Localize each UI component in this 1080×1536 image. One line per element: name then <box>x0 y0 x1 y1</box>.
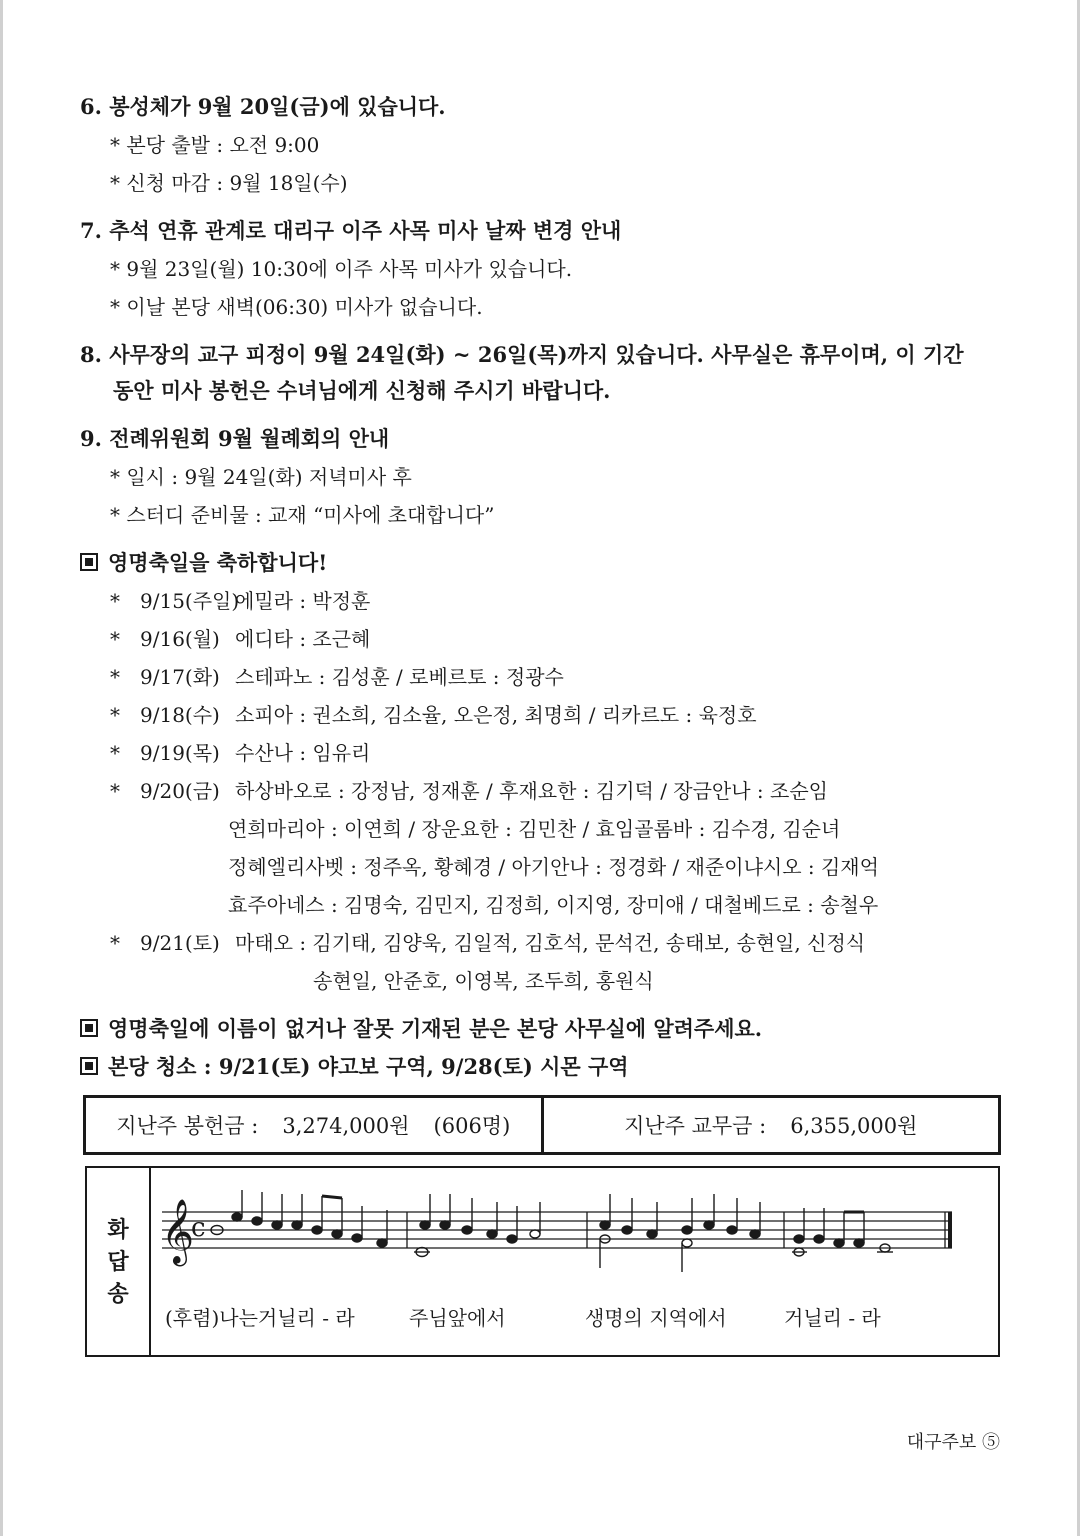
feast-row <box>80 696 1005 734</box>
feast-names: 에밀라 : 박정훈 <box>235 589 371 613</box>
feast-names-continued: 효주아네스 : 김명숙, 김민지, 김정희, 이지영, 장미애 / 대철베드로 : 송철우 <box>228 893 879 917</box>
treble-clef-icon: 𝄞 <box>161 1199 195 1264</box>
feast-row <box>80 582 1005 620</box>
asterisk-icon: * <box>110 589 120 613</box>
asterisk-icon: * <box>110 779 120 803</box>
footer-title: 대구주보 <box>906 1432 977 1453</box>
feast-names-continued: 연희마리아 : 이연희 / 장운요한 : 김민찬 / 효임골롬바 : 김수경, 김순녀 <box>228 817 841 841</box>
note-text: 본당 청소 : 9/21(토) 야고보 구역, 9/28(토) 시몬 구역 <box>108 1054 629 1079</box>
note-line <box>80 1010 1005 1048</box>
asterisk-icon: * <box>110 703 120 727</box>
offering-table <box>83 1095 1001 1155</box>
notice-title: 7. 추석 연휴 관계로 대리구 이주 사목 미사 날짜 변경 안내 <box>80 218 622 243</box>
notice-item: * 9월 23일(월) 10:30에 이주 사목 미사가 있습니다. <box>110 257 573 281</box>
asterisk-icon: * <box>110 741 120 765</box>
feast-date: 9/21(토) <box>140 931 220 955</box>
feast-date: 9/15(주일) <box>140 589 240 613</box>
responsorial-psalm-box <box>85 1166 1000 1357</box>
square-bullet-icon <box>80 553 98 571</box>
feast-names-continued: 송현일, 안준호, 이영복, 조두희, 홍원식 <box>313 969 654 993</box>
asterisk-icon: * <box>110 627 120 651</box>
psalm-label-char: 답 <box>107 1248 129 1275</box>
dues-label: 지난주 교무금 : <box>624 1114 767 1138</box>
feast-date: 9/20(금) <box>140 779 220 803</box>
square-bullet-icon <box>80 1057 98 1075</box>
feast-names: 스테파노 : 김성훈 / 로베르토 : 정광수 <box>235 665 564 689</box>
music-staff <box>157 1178 957 1298</box>
feast-names: 수산나 : 임유리 <box>235 741 371 765</box>
dues-amount: 6,355,000원 <box>790 1114 918 1138</box>
feast-heading <box>80 544 1005 582</box>
offering-count: (606명) <box>433 1114 511 1138</box>
note-text: 영명축일에 이름이 없거나 잘못 기재된 분은 본당 사무실에 알려주세요. <box>108 1016 763 1041</box>
psalm-label-char: 송 <box>107 1280 129 1307</box>
feast-date: 9/18(수) <box>140 703 220 727</box>
feast-date: 9/17(화) <box>140 665 220 689</box>
psalm-label-char: 화 <box>107 1216 129 1243</box>
notice-title: 8. 사무장의 교구 피정이 9월 24일(화) ~ 26일(목)까지 있습니다. 사무실은 휴무이며, 이 기간 <box>80 342 964 367</box>
offering-amount: 3,274,000원 <box>282 1114 410 1138</box>
psalm-label <box>87 1168 151 1355</box>
notice-title-continued: 동안 미사 봉헌은 수녀님에게 신청해 주시기 바랍니다. <box>113 378 611 403</box>
common-time-icon: c <box>191 1213 206 1243</box>
notes-group <box>211 1190 893 1272</box>
asterisk-icon: * <box>110 931 120 955</box>
notice-title: 9. 전례위원회 9월 월례회의 안내 <box>80 426 390 451</box>
notice-item: * 신청 마감 : 9월 18일(수) <box>110 171 348 195</box>
feast-section <box>80 544 1005 1000</box>
feast-row <box>80 620 1005 658</box>
feast-date: 9/16(월) <box>140 627 220 651</box>
feast-row <box>80 772 1005 810</box>
feast-title: 영명축일을 축하합니다! <box>108 550 328 575</box>
offering-label: 지난주 봉헌금 : <box>116 1114 259 1138</box>
notice-8 <box>80 336 1005 410</box>
notice-item: * 이날 본당 새벽(06:30) 미사가 없습니다. <box>110 295 483 319</box>
offering-dues <box>541 1098 999 1152</box>
notice-item: * 본당 출발 : 오전 9:00 <box>110 133 320 157</box>
page-number: ⑤ <box>982 1432 1000 1453</box>
offering-weekly <box>86 1098 541 1152</box>
feast-row <box>80 734 1005 772</box>
notice-9 <box>80 420 1005 534</box>
asterisk-icon: * <box>110 665 120 689</box>
psalm-lyric: 거닐리 - 라 <box>784 1306 881 1330</box>
notice-item: * 일시 : 9월 24일(화) 저녁미사 후 <box>110 465 412 489</box>
notice-title: 6. 봉성체가 9월 20일(금)에 있습니다. <box>80 94 446 119</box>
psalm-lyric: 생명의 지역에서 <box>585 1306 727 1330</box>
page-edge-left <box>0 0 3 1536</box>
notice-item: * 스터디 준비물 : 교재 “미사에 초대합니다” <box>110 503 495 527</box>
feast-names: 소피아 : 권소희, 김소율, 오은정, 최명희 / 리카르도 : 육정호 <box>235 703 757 727</box>
psalm-lyric: (후렴)나는거닐리 - 라 <box>165 1306 355 1330</box>
feast-row <box>80 658 1005 696</box>
feast-names: 마태오 : 김기태, 김양욱, 김일적, 김호석, 문석건, 송태보, 송현일, 신정식 <box>235 931 866 955</box>
feast-names: 에디타 : 조근혜 <box>235 627 371 651</box>
notice-6 <box>80 88 1005 202</box>
page-footer <box>907 1428 1000 1454</box>
notice-7 <box>80 212 1005 326</box>
square-bullet-icon <box>80 1019 98 1037</box>
feast-names: 하상바오로 : 강정남, 정재훈 / 후재요한 : 김기덕 / 장금안나 : 조순임 <box>235 779 828 803</box>
note-line <box>80 1048 1005 1086</box>
feast-row <box>80 924 1005 962</box>
psalm-lyric: 주님앞에서 <box>409 1306 506 1330</box>
feast-date: 9/19(목) <box>140 741 220 765</box>
feast-names-continued: 정혜엘리사벳 : 정주옥, 황혜경 / 아기안나 : 정경화 / 재준이냐시오 : 김재억 <box>228 855 879 879</box>
bulletin-page <box>80 88 1005 1086</box>
